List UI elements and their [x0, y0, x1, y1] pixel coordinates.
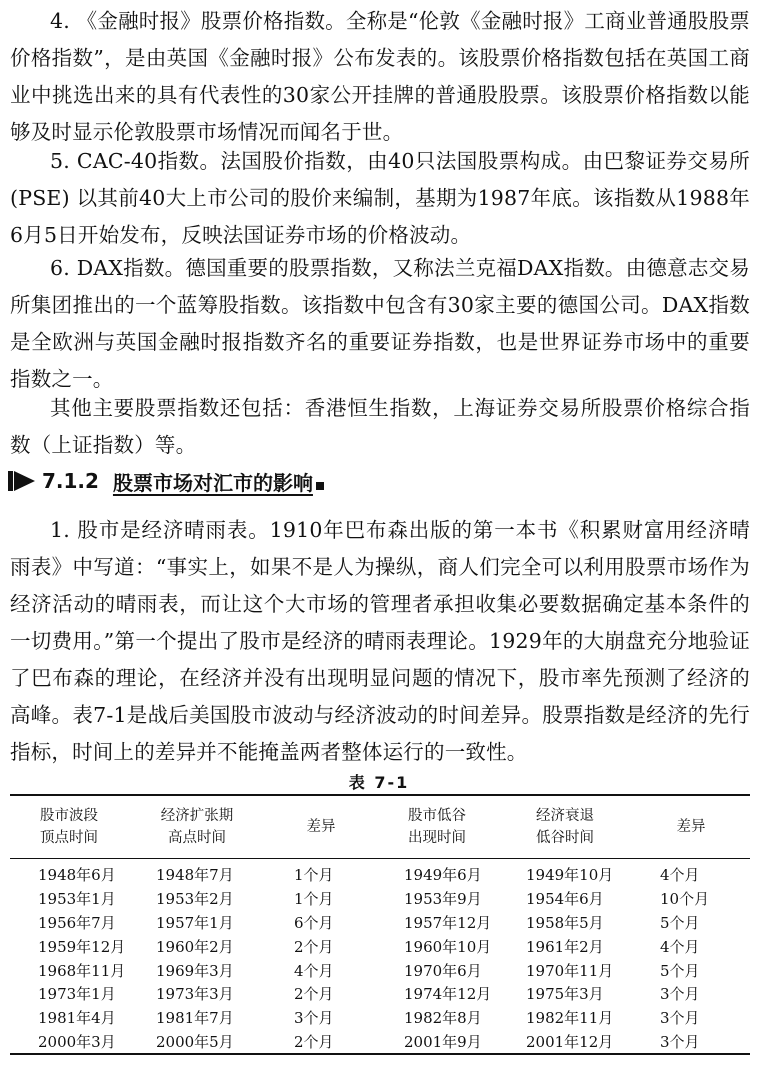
header-market-peak: 股市波段 顶点时间 — [10, 795, 128, 859]
table-cell: 1949年10月 — [526, 866, 614, 885]
header-economy-trough: 经济衰退 低谷时间 — [498, 795, 632, 859]
header-economy-peak: 经济扩张期 高点时间 — [128, 795, 266, 859]
header-diff-peak: 差异 — [266, 795, 376, 859]
section-end-mark — [316, 482, 324, 490]
table-cell: 1968年11月 — [38, 961, 126, 980]
table-cell: 1961年2月 — [526, 937, 604, 956]
data-table — [10, 794, 750, 1055]
table-row — [10, 887, 750, 911]
table-header-row — [10, 795, 750, 859]
table-cell: 4个月 — [294, 961, 334, 980]
table-cell: 1969年3月 — [156, 961, 234, 980]
paragraph-cac40-index: 5. CAC-40指数。法国股价指数，由40只法国股票构成。由巴黎证券交易所(PSE) 以其前40大上市公司的股价来编制，基期为1987年底。该指数从1988年6月5日开始发布，反映法国证券市场的价格波动。 — [10, 149, 750, 247]
table-cell: 2000年3月 — [10, 1030, 128, 1055]
section-arrow-icon — [8, 470, 36, 492]
table-cell: 1948年7月 — [156, 866, 234, 885]
table-row — [10, 859, 750, 887]
table-cell: 1954年6月 — [526, 890, 604, 909]
table-row — [10, 934, 750, 958]
table-cell: 4个月 — [660, 866, 700, 885]
table-cell: 2001年12月 — [498, 1030, 632, 1055]
table-cell: 1973年1月 — [38, 985, 116, 1004]
table-cell: 5个月 — [660, 961, 700, 980]
table-cell: 10个月 — [660, 890, 710, 909]
table-cell: 3个月 — [660, 985, 700, 1004]
table-cell: 1981年4月 — [38, 1009, 116, 1028]
paragraph-other-indices: 其他主要股票指数还包括：香港恒生指数，上海证券交易所股票价格综合指数（上证指数）等。 — [10, 396, 750, 457]
table-caption: 表 7-1 — [348, 773, 410, 792]
table-cell: 3个月 — [660, 1009, 700, 1028]
table-cell: 1957年1月 — [156, 913, 234, 932]
table-cell: 2个月 — [294, 985, 334, 1004]
table-row — [10, 911, 750, 935]
table-cell: 1981年7月 — [156, 1009, 234, 1028]
paragraph-barometer: 1. 股市是经济晴雨表。1910年巴布森出版的第一本书《积累财富用经济晴雨表》中写道：“事实上，如果不是人为操纵，商人们完全可以利用股票市场作为经济活动的晴雨表，而让这个大市场的管理者承担收集必要数据确定基本条件的一切费用。”第一个提出了股市是经济的晴雨表理论。1929年的大崩盘充分地验证了巴布森的理论，在经济并没有出现明显问题的情况下，股市率先预测了经济的高峰。表7-1是战后美国股市波动与经济波动的时间差异。股票指数是经济的先行指标，时间上的差异并不能掩盖两者整体运行的一致性。 — [10, 518, 750, 764]
table-row — [10, 1030, 750, 1055]
table-cell: 1948年6月 — [38, 866, 116, 885]
paragraph-ftse-index: 4. 《金融时报》股票价格指数。全称是“伦敦《金融时报》工商业普通股股票价格指数”，是由英国《金融时报》公布发表的。该股票价格指数包括在英国工商业中挑选出来的具有代表性的30家公开挂牌的普通股股票。该股票价格指数以能够及时显示伦敦股票市场情况而闻名于世。 — [10, 9, 750, 144]
table-cell: 1975年3月 — [526, 985, 604, 1004]
table-cell: 1949年6月 — [404, 866, 482, 885]
table-cell: 3个月 — [294, 1009, 334, 1028]
table-cell: 1959年12月 — [38, 937, 126, 956]
table-cell: 2000年5月 — [128, 1030, 266, 1055]
table-cell: 2个月 — [294, 937, 334, 956]
table-cell: 2001年9月 — [376, 1030, 498, 1055]
table-cell: 1个月 — [294, 866, 334, 885]
table-row — [10, 982, 750, 1006]
table-cell: 1970年11月 — [526, 961, 614, 980]
section-title: 股票市场对汇市的影响 — [112, 470, 313, 495]
table-cell: 1960年2月 — [156, 937, 234, 956]
table-cell: 1956年7月 — [38, 913, 116, 932]
table-cell: 1960年10月 — [404, 937, 492, 956]
table-cell: 1953年9月 — [404, 890, 482, 909]
table-cell: 1970年6月 — [404, 961, 482, 980]
table-cell: 1973年3月 — [156, 985, 234, 1004]
table-cell: 3个月 — [632, 1030, 750, 1055]
table-cell: 4个月 — [660, 937, 700, 956]
section-number: 7.1.2 — [42, 469, 99, 493]
header-diff-trough: 差异 — [632, 795, 750, 859]
header-market-trough: 股市低谷 出现时间 — [376, 795, 498, 859]
table-cell: 1982年11月 — [526, 1009, 614, 1028]
table-cell: 6个月 — [294, 913, 334, 932]
table-cell: 5个月 — [660, 913, 700, 932]
table-cell: 1974年12月 — [404, 985, 492, 1004]
paragraph-dax-index: 6. DAX指数。德国重要的股票指数，又称法兰克福DAX指数。由德意志交易所集团推出的一个蓝筹股指数。该指数中包含有30家主要的德国公司。DAX指数是全欧洲与英国金融时报指数齐名的重要证券指数，也是世界证券市场中的重要指数之一。 — [10, 256, 750, 391]
table-cell: 1957年12月 — [404, 913, 492, 932]
table-cell: 1953年2月 — [156, 890, 234, 909]
table-cell: 1982年8月 — [404, 1009, 482, 1028]
table-row — [10, 958, 750, 982]
table-cell: 1958年5月 — [526, 913, 604, 932]
table-cell: 1953年1月 — [38, 890, 116, 909]
section-heading — [8, 466, 324, 496]
table-cell: 1个月 — [294, 890, 334, 909]
table-cell: 2个月 — [266, 1030, 376, 1055]
table-row — [10, 1006, 750, 1030]
